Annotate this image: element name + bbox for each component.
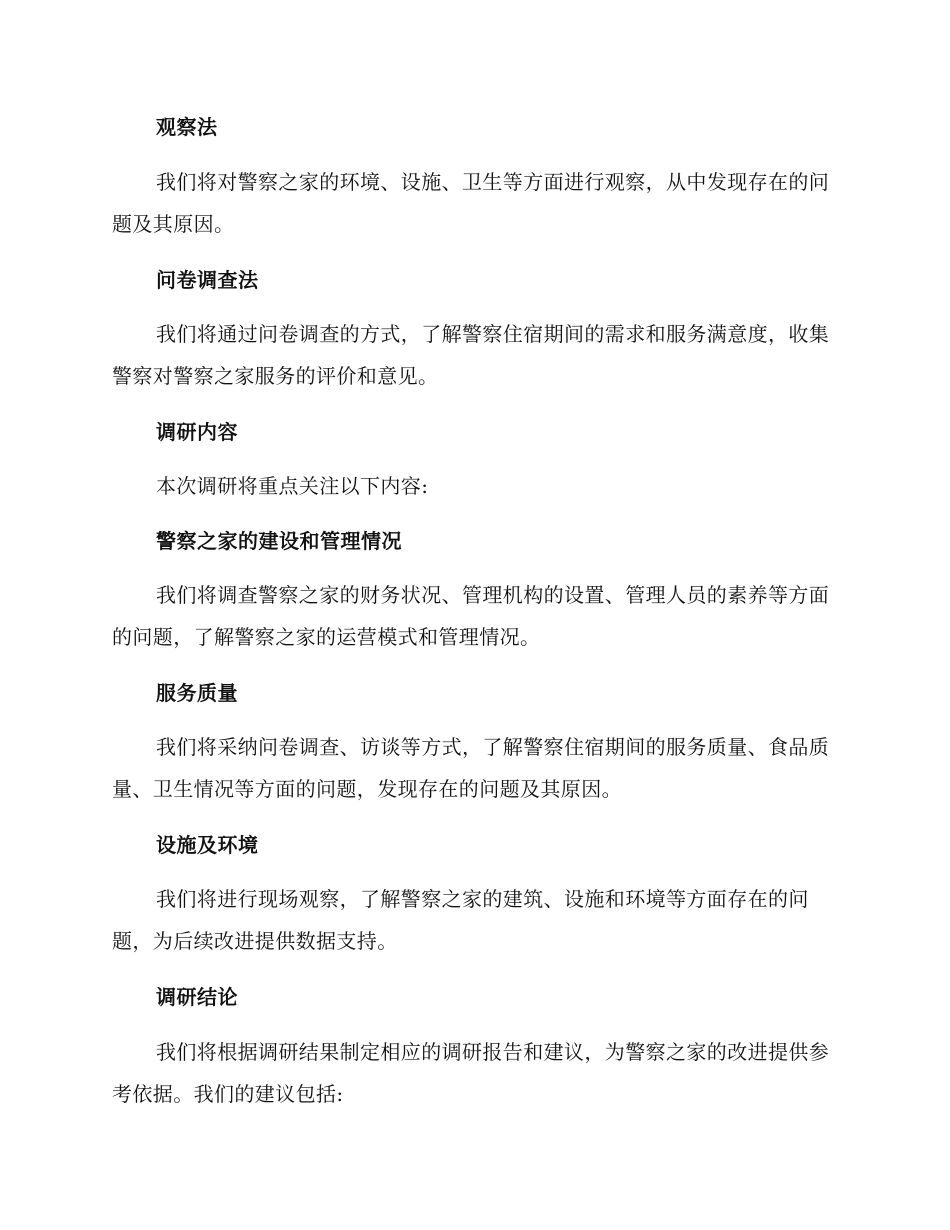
section-heading-construction-management: 警察之家的建设和管理情况: [156, 529, 402, 553]
section-paragraph-conclusion: 我们将根据调研结果制定相应的调研报告和建议，为警察之家的改进提供参考依据。我们的建议包括:: [112, 1040, 830, 1106]
section-heading-research-content: 调研内容: [156, 420, 238, 444]
section-heading-service-quality: 服务质量: [156, 681, 238, 705]
section-heading-conclusion: 调研结论: [156, 985, 238, 1009]
section-paragraph-research-content: 本次调研将重点关注以下内容:: [156, 474, 429, 498]
section-paragraph-construction-management: 我们将调查警察之家的财务状况、管理机构的设置、管理人员的素养等方面的问题，了解警察之家的运营模式和管理情况。: [112, 583, 830, 649]
section-heading-observation: 观察法: [156, 115, 218, 139]
section-paragraph-facilities-environment: 我们将进行现场观察，了解警察之家的建筑、设施和环境等方面存在的问题，为后续改进提供数据支持。: [112, 887, 809, 953]
section-paragraph-observation: 我们将对警察之家的环境、设施、卫生等方面进行观察，从中发现存在的问题及其原因。: [112, 170, 830, 236]
section-heading-questionnaire: 问卷调查法: [156, 268, 259, 292]
section-paragraph-questionnaire: 我们将通过问卷调查的方式，了解警察住宿期间的需求和服务满意度，收集警察对警察之家服务的评价和意见。: [112, 322, 830, 388]
section-heading-facilities-environment: 设施及环境: [156, 833, 259, 857]
section-paragraph-service-quality: 我们将采纳问卷调查、访谈等方式，了解警察住宿期间的服务质量、食品质量、卫生情况等方面的问题，发现存在的问题及其原因。: [112, 735, 830, 801]
